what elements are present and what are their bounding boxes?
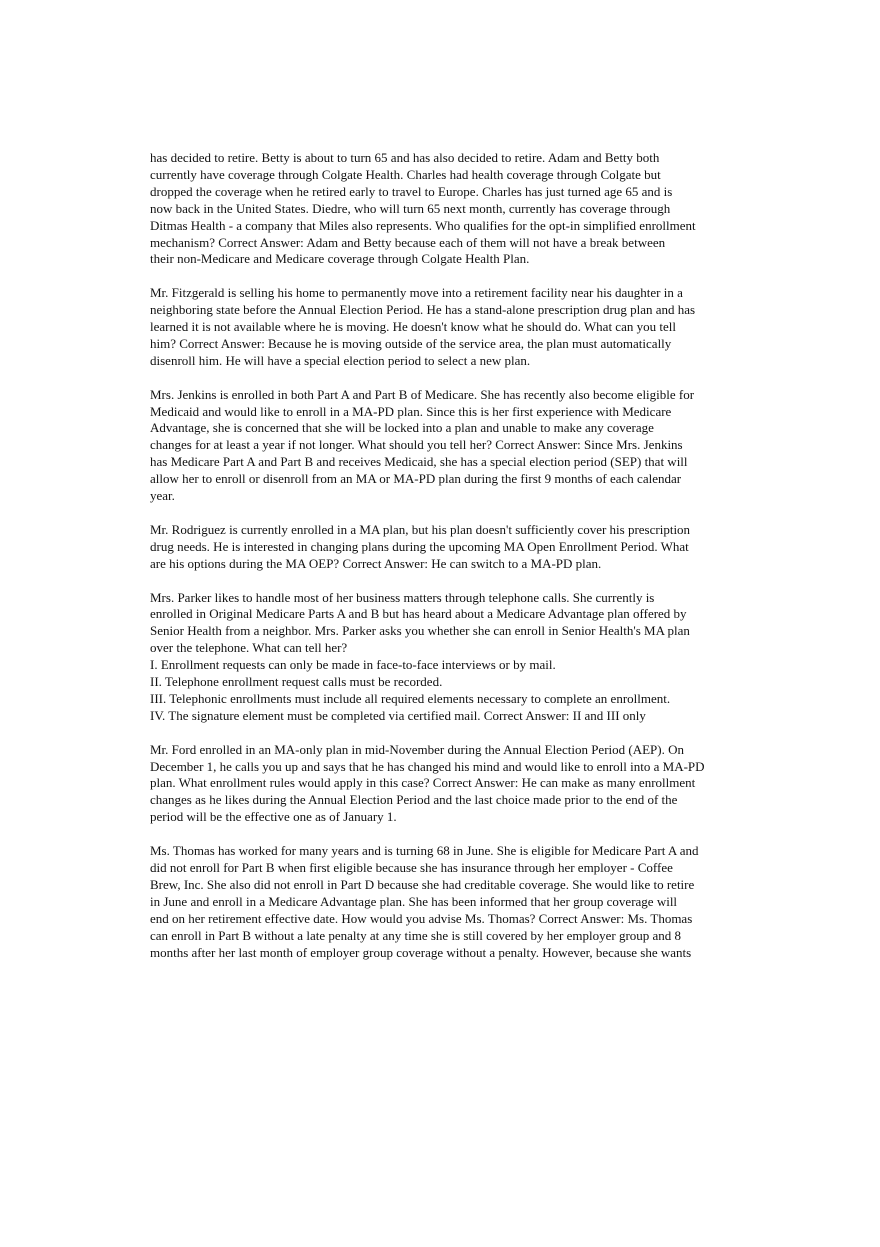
- text-line: him? Correct Answer: Because he is moving outside of the service area, the plan must automatically: [150, 335, 672, 351]
- paragraph-rodriguez: [150, 522, 730, 573]
- text-line: III. Telephonic enrollments must include all required elements necessary to complete an enrollment.: [150, 690, 671, 706]
- text-line: did not enroll for Part B when first eligible because she has insurance through her employer - Coffee: [150, 859, 673, 875]
- text-line: year.: [150, 488, 175, 504]
- text-line: December 1, he calls you up and says that he has changed his mind and would like to enroll into a MA-PD: [150, 758, 705, 774]
- text-line: Mr. Fitzgerald is selling his home to permanently move into a retirement facility near his daughter in a: [150, 285, 683, 301]
- paragraph-fitzgerald: [150, 285, 730, 370]
- text-line: in June and enroll in a Medicare Advantage plan. She has been informed that her group coverage will: [150, 893, 678, 909]
- text-line: can enroll in Part B without a late penalty at any time she is still covered by her employer group and 8: [150, 927, 682, 943]
- text-line: mechanism? Correct Answer: Adam and Betty because each of them will not have a break between: [150, 234, 666, 250]
- paragraph-ford: [150, 742, 730, 827]
- text-line: Medicaid and would like to enroll in a MA-PD plan. Since this is her first experience with Medicare: [150, 403, 672, 419]
- text-line: neighboring state before the Annual Election Period. He has a stand-alone prescription drug plan and has: [150, 302, 696, 318]
- paragraph-jenkins: [150, 387, 730, 505]
- paragraph-parker: [150, 590, 730, 725]
- text-line: dropped the coverage when he retired early to travel to Europe. Charles has just turned age 65 and is: [150, 183, 673, 199]
- text-line: their non-Medicare and Medicare coverage through Colgate Health Plan.: [150, 251, 530, 267]
- text-line: end on her retirement effective date. How would you advise Ms. Thomas? Correct Answer: Ms. Thomas: [150, 910, 693, 926]
- text-line: Advantage, she is concerned that she will be locked into a plan and unable to make any coverage: [150, 420, 654, 436]
- text-line: II. Telephone enrollment request calls must be recorded.: [150, 674, 443, 690]
- text-line: Mrs. Jenkins is enrolled in both Part A and Part B of Medicare. She has recently also become eligible for: [150, 386, 695, 402]
- text-line: disenroll him. He will have a special election period to select a new plan.: [150, 352, 531, 368]
- text-line: plan. What enrollment rules would apply in this case? Correct Answer: He can make as many enrollment: [150, 775, 696, 791]
- text-line: has decided to retire. Betty is about to turn 65 and has also decided to retire. Adam and Betty both: [150, 150, 660, 165]
- paragraph-thomas: [150, 843, 730, 961]
- text-line: Mr. Rodriguez is currently enrolled in a MA plan, but his plan doesn't sufficiently cover his prescription: [150, 521, 691, 537]
- text-line: over the telephone. What can tell her?: [150, 640, 348, 656]
- text-line: changes as he likes during the Annual Election Period and the last choice made prior to the end of the: [150, 792, 678, 808]
- document-body: [150, 150, 730, 978]
- text-line: I. Enrollment requests can only be made in face-to-face interviews or by mail.: [150, 657, 556, 673]
- text-line: currently have coverage through Colgate Health. Charles had health coverage through Colgate but: [150, 166, 661, 182]
- text-line: learned it is not available where he is moving. He doesn't know what he should do. What can you tell: [150, 319, 676, 335]
- text-line: Ms. Thomas has worked for many years and is turning 68 in June. She is eligible for Medicare Part A and: [150, 843, 699, 859]
- text-line: drug needs. He is interested in changing plans during the upcoming MA Open Enrollment Period. What: [150, 538, 689, 554]
- text-line: changes for at least a year if not longer. What should you tell her? Correct Answer: Since Mrs. Jenkins: [150, 437, 683, 453]
- paragraph-adam-betty: [150, 150, 730, 268]
- text-line: Senior Health from a neighbor. Mrs. Parker asks you whether she can enroll in Senior Health's MA plan: [150, 623, 690, 639]
- text-line: Ditmas Health - a company that Miles also represents. Who qualifies for the opt-in simplified enrollment: [150, 217, 696, 233]
- text-line: IV. The signature element must be completed via certified mail. Correct Answer: II and III only: [150, 707, 646, 723]
- text-line: has Medicare Part A and Part B and receives Medicaid, she has a special election period (SEP) that will: [150, 454, 688, 470]
- text-line: period will be the effective one as of January 1.: [150, 809, 397, 825]
- text-line: are his options during the MA OEP? Correct Answer: He can switch to a MA-PD plan.: [150, 555, 602, 571]
- text-line: months after her last month of employer group coverage without a penalty. However, because she wants: [150, 944, 692, 960]
- text-line: enrolled in Original Medicare Parts A and B but has heard about a Medicare Advantage plan offered by: [150, 606, 687, 622]
- text-line: allow her to enroll or disenroll from an MA or MA-PD plan during the first 9 months of each calendar: [150, 471, 682, 487]
- text-line: Mrs. Parker likes to handle most of her business matters through telephone calls. She currently is: [150, 589, 655, 605]
- text-line: Brew, Inc. She also did not enroll in Part D because she had creditable coverage. She would like to retire: [150, 876, 695, 892]
- text-line: now back in the United States. Diedre, who will turn 65 next month, currently has coverage through: [150, 200, 671, 216]
- text-line: Mr. Ford enrolled in an MA-only plan in mid-November during the Annual Election Period (AEP). On: [150, 741, 684, 757]
